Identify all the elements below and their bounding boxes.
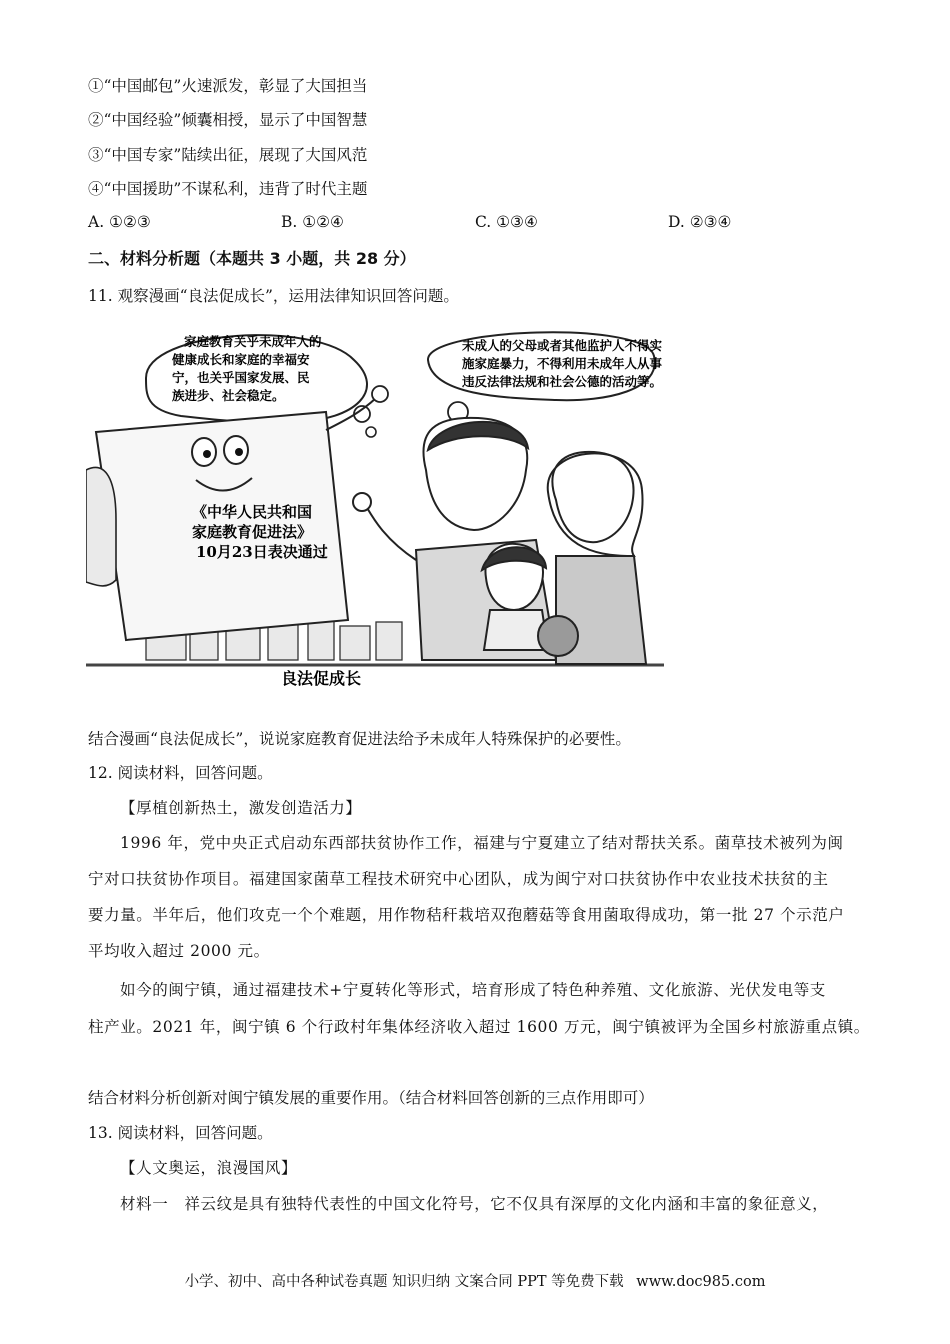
bubble-left-line-4: 族进步、社会稳定。 [172,388,285,403]
bubble-right-line-3: 违反法律法规和社会公德的活动等。 [462,374,663,389]
choice-item-1: ①“中国邮包”火速派发，彰显了大国担当 [88,77,368,95]
q12-para1-line-1: 1996 年，党中央正式启动东西部扶贫协作工作，福建与宁夏建立了结对帮扶关系。菌草技术被列为闽 [120,834,844,852]
bubble-left-line-1: 家庭教育关乎未成年人的 [184,334,322,349]
q13-prompt: 13. 阅读材料，回答问题。 [88,1124,273,1142]
q11-question: 结合漫画“良法促成长”，说说家庭教育促进法给予未成年人特殊保护的必要性。 [88,730,631,748]
q11-prompt: 11. 观察漫画“良法促成长”，运用法律知识回答问题。 [88,287,459,305]
choice-item-4: ④“中国援助”不谋私利，违背了时代主题 [88,180,368,198]
q13-material1-line-1: 材料一 祥云纹是具有独特代表性的中国文化符号，它不仅具有深厚的文化内涵和丰富的象征意义， [120,1195,829,1213]
q12-para1-line-4: 平均收入超过 2000 元。 [88,942,270,960]
bubble-left-line-2: 健康成长和家庭的幸福安 [172,352,310,367]
bubble-left-line-3: 宁，也关乎国家发展、民 [172,370,310,385]
q12-question: 结合材料分析创新对闽宁镇发展的重要作用。（结合材料回答创新的三点作用即可） [88,1089,654,1107]
q12-prompt: 12. 阅读材料，回答问题。 [88,764,273,782]
bubble-right-line-2: 施家庭暴力，不得利用未成年人从事 [462,356,663,371]
document-title-line-2: 家庭教育促进法》 [192,523,313,541]
option-a: A. ①②③ [88,213,151,231]
choice-item-3: ③“中国专家”陆续出征，展现了大国风范 [88,146,368,164]
comic-illustration [86,320,666,690]
option-d: D. ②③④ [668,213,732,231]
q12-para2-line-1: 如今的闽宁镇，通过福建技术+宁夏转化等形式，培育形成了特色种养殖、文化旅游、光伏发电等支 [120,981,826,999]
page-footer [0,1270,950,1291]
comic-caption: 良法促成长 [281,669,362,688]
document-title-line-1: 《中华人民共和国 [192,503,313,521]
option-c: C. ①③④ [475,213,538,231]
q13-material-title: 【人文奥运，浪漫国风】 [120,1159,298,1177]
footer-url[interactable]: www.doc985.com [636,1274,766,1290]
section-heading: 二、材料分析题（本题共 3 小题，共 28 分） [88,249,416,268]
q12-para2-line-2: 柱产业。2021 年，闽宁镇 6 个行政村年集体经济收入超过 1600 万元，闽宁镇被评为全国乡村旅游重点镇。 [88,1018,870,1036]
bubble-right-line-1: 未成人的父母或者其他监护人不得实 [462,338,663,353]
q12-material-title: 【厚植创新热土，激发创造活力】 [120,799,362,817]
option-b: B. ①②④ [281,213,344,231]
footer-text: 小学、初中、高中各种试卷真题 知识归纳 文案合同 PPT 等免费下载 [184,1274,624,1290]
q12-para1-line-3: 要力量。半年后，他们攻克一个个难题，用作物秸秆栽培双孢蘑菇等食用菌取得成功，第一批 27 个示范户 [88,906,845,924]
q12-para1-line-2: 宁对口扶贫协作项目。福建国家菌草工程技术研究中心团队，成为闽宁对口扶贫协作中农业技术扶贫的主 [88,870,829,888]
document-title-line-3: 10月23日表决通过 [196,543,328,561]
choice-item-2: ②“中国经验”倾囊相授，显示了中国智慧 [88,111,368,129]
